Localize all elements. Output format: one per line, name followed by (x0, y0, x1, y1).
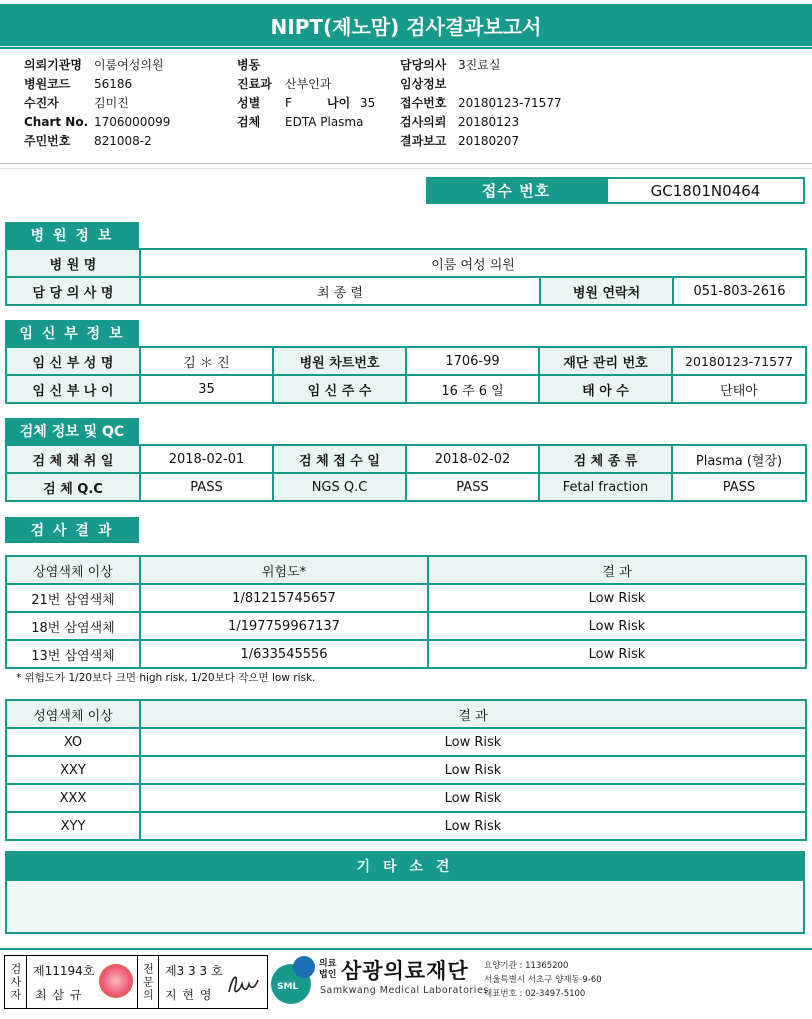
contact-label: 병원 연락처 (540, 277, 673, 305)
specimen-qc-label: 검 체 Q.C (6, 473, 140, 501)
signature-icon (225, 966, 261, 1000)
pregnant-age-value: 35 (140, 375, 273, 403)
pregnant-age-label: 임 신 부 나 이 (6, 375, 140, 403)
table-row (6, 756, 806, 784)
header-row (24, 56, 170, 75)
header-row (400, 113, 562, 132)
header-label: 접수번호 (400, 96, 447, 110)
corp-english-name: Samkwang Medical Laboratories (320, 985, 489, 996)
header-value: 이룸여성의원 (94, 58, 164, 72)
header-col2 (237, 56, 375, 132)
header-label: 주민번호 (24, 134, 71, 148)
fetus-value: 단태아 (672, 375, 806, 403)
header-row (400, 56, 562, 75)
logo-dot-icon (293, 956, 315, 978)
header-row (400, 94, 562, 113)
confirm-label: 전문의 (137, 956, 159, 1008)
chart-no-value: 1706-99 (406, 347, 539, 375)
header-divider (0, 168, 812, 169)
chart-no-label: 병원 차트번호 (273, 347, 406, 375)
table-row (6, 375, 806, 403)
fetus-label: 태 아 수 (539, 375, 672, 403)
header-label: 검사의뢰 (400, 115, 447, 129)
header-label: 수진자 (24, 96, 59, 110)
ngs-qc-value: PASS (406, 473, 539, 501)
footer-divider (0, 948, 812, 950)
risk-footnote: * 위험도가 1/20보다 크면 high risk, 1/20보다 작으면 low risk. (16, 672, 316, 684)
tester-license-no: 제11194호 (33, 964, 95, 978)
table-row (6, 347, 806, 375)
risk-header: 위험도* (140, 556, 428, 584)
header-value: 20180207 (458, 134, 520, 148)
pregnant-table (5, 346, 807, 404)
other-findings-box (5, 881, 805, 934)
header-value: F (285, 96, 292, 110)
section-results: 검 사 결 과 (5, 517, 139, 543)
corp-address: 서울특별시 서초구 양재동 9-60 (484, 975, 602, 985)
contact-value: 051-803-2616 (673, 277, 806, 305)
header-row (237, 94, 375, 113)
corp-name: 삼광의료재단 (341, 959, 469, 983)
table-row (6, 640, 806, 668)
header-row (400, 132, 562, 151)
section-pregnant: 임 신 부 정 보 (5, 320, 139, 346)
collect-date-label: 검 체 채 취 일 (6, 445, 140, 473)
header-row (24, 75, 170, 94)
autosome-name: 18번 삼염색체 (6, 612, 140, 640)
mgmt-no-value: 20180123-71577 (672, 347, 806, 375)
table-row (6, 700, 806, 728)
confirm-license-no: 제3 3 3 호 (165, 964, 223, 978)
header-value: 김미진 (94, 96, 129, 110)
table-row (6, 784, 806, 812)
sex-result-value: Low Risk (140, 728, 806, 756)
table-row (6, 473, 806, 501)
header-label: 검체 (237, 115, 261, 129)
header-label: 나이 (327, 96, 351, 110)
header-label: 병원코드 (24, 77, 71, 91)
confirm-name: 지 현 영 (165, 988, 213, 1002)
table-row (6, 584, 806, 612)
header-label: 의뢰기관명 (24, 58, 82, 72)
autosome-header: 상염색체 이상 (6, 556, 140, 584)
receipt-value: GC1801N0464 (606, 177, 805, 204)
header-value: 56186 (94, 77, 133, 91)
header-label: 병동 (237, 58, 261, 72)
autosome-name: 21번 삼염색체 (6, 584, 140, 612)
header-label: Chart No. (24, 115, 89, 129)
table-row (6, 812, 806, 840)
header-row (237, 56, 375, 75)
table-row (6, 249, 806, 277)
section-hospital: 병 원 정 보 (5, 222, 139, 248)
doctor-label: 담 당 의 사 명 (6, 277, 140, 305)
pregnant-name-label: 임 신 부 성 명 (6, 347, 140, 375)
header-value: 1706000099 (94, 115, 171, 129)
header-value: 821008-2 (94, 134, 152, 148)
sex-chromosome-name: XO (6, 728, 140, 756)
header-divider (0, 163, 812, 164)
sex-chromosome-header: 성염색체 이상 (6, 700, 140, 728)
header-label: 담당의사 (400, 58, 447, 72)
table-row (6, 728, 806, 756)
fetal-fraction-value: PASS (672, 473, 806, 501)
header-value: EDTA Plasma (285, 115, 364, 129)
header-col1 (24, 56, 170, 151)
sex-result-value: Low Risk (140, 812, 806, 840)
specimen-type-label: 검 체 종 류 (539, 445, 672, 473)
risk-value: 1/633545556 (140, 640, 428, 668)
section-specimen: 검체 정보 및 QC (5, 418, 139, 444)
corp-contact (484, 959, 602, 1001)
autosome-name: 13번 삼염색체 (6, 640, 140, 668)
header-row (24, 132, 170, 151)
header-label: 진료과 (237, 77, 272, 91)
sex-chromosome-name: XXY (6, 756, 140, 784)
specimen-type-value: Plasma (혈장) (672, 445, 806, 473)
table-row (6, 277, 806, 305)
pregnant-name-value: 김 ＊ 진 (140, 347, 273, 375)
sml-logo (271, 956, 319, 1004)
header-value: 3진료실 (458, 58, 501, 72)
autosome-table (5, 555, 807, 669)
corp-phone: 대표번호 : 02-3497-5100 (484, 989, 586, 999)
header-row (400, 75, 562, 94)
tester-seal-icon (99, 964, 133, 998)
signature-box (4, 955, 268, 1009)
title-underline (0, 47, 812, 49)
result-value: Low Risk (428, 640, 806, 668)
weeks-label: 임 신 주 수 (273, 375, 406, 403)
mgmt-no-label: 재단 관리 번호 (539, 347, 672, 375)
sex-result-value: Low Risk (140, 756, 806, 784)
logo-text: SML (277, 982, 299, 992)
section-other-findings: 기 타 소 견 (5, 851, 805, 881)
result-value: Low Risk (428, 612, 806, 640)
table-row (6, 556, 806, 584)
ngs-qc-label: NGS Q.C (273, 473, 406, 501)
risk-value: 1/197759967137 (140, 612, 428, 640)
tester-label: 검사자 (5, 956, 27, 1008)
header-label: 성별 (237, 96, 261, 110)
header-row (237, 113, 375, 132)
corp-prefix: 의료법인 (319, 959, 337, 980)
tester-name: 최 삼 규 (35, 988, 83, 1002)
hospital-name-value: 이룸 여성 의원 (140, 249, 806, 277)
specimen-qc-value: PASS (140, 473, 273, 501)
report-title: NIPT(제노맘) 검사결과보고서 (0, 4, 812, 46)
receive-date-value: 2018-02-02 (406, 445, 539, 473)
hospital-name-label: 병 원 명 (6, 249, 140, 277)
specimen-table (5, 444, 807, 502)
table-row (6, 612, 806, 640)
header-value: 20180123 (458, 115, 520, 129)
hospital-table (5, 248, 807, 306)
result-header: 결 과 (428, 556, 806, 584)
sex-result-header: 결 과 (140, 700, 806, 728)
header-value: 20180123-71577 (458, 96, 562, 110)
sex-chromosome-name: XXX (6, 784, 140, 812)
header-row (24, 94, 170, 113)
header-label: 결과보고 (400, 134, 447, 148)
collect-date-value: 2018-02-01 (140, 445, 273, 473)
sex-result-value: Low Risk (140, 784, 806, 812)
header-row (24, 113, 170, 132)
doctor-value: 최 종 렬 (140, 277, 540, 305)
result-value: Low Risk (428, 584, 806, 612)
header-value: 35 (360, 96, 376, 110)
sex-chromosome-table (5, 699, 807, 841)
receipt-label: 접수 번호 (426, 177, 606, 204)
corp-code: 요양기관 : 11365200 (484, 961, 569, 971)
header-label: 임상정보 (400, 77, 447, 91)
risk-value: 1/81215745657 (140, 584, 428, 612)
receive-date-label: 검 체 접 수 일 (273, 445, 406, 473)
fetal-fraction-label: Fetal fraction (539, 473, 672, 501)
weeks-value: 16 주 6 일 (406, 375, 539, 403)
sex-chromosome-name: XYY (6, 812, 140, 840)
header-col3 (400, 56, 562, 151)
header-value: 산부인과 (285, 77, 332, 91)
header-row (237, 75, 375, 94)
table-row (6, 445, 806, 473)
